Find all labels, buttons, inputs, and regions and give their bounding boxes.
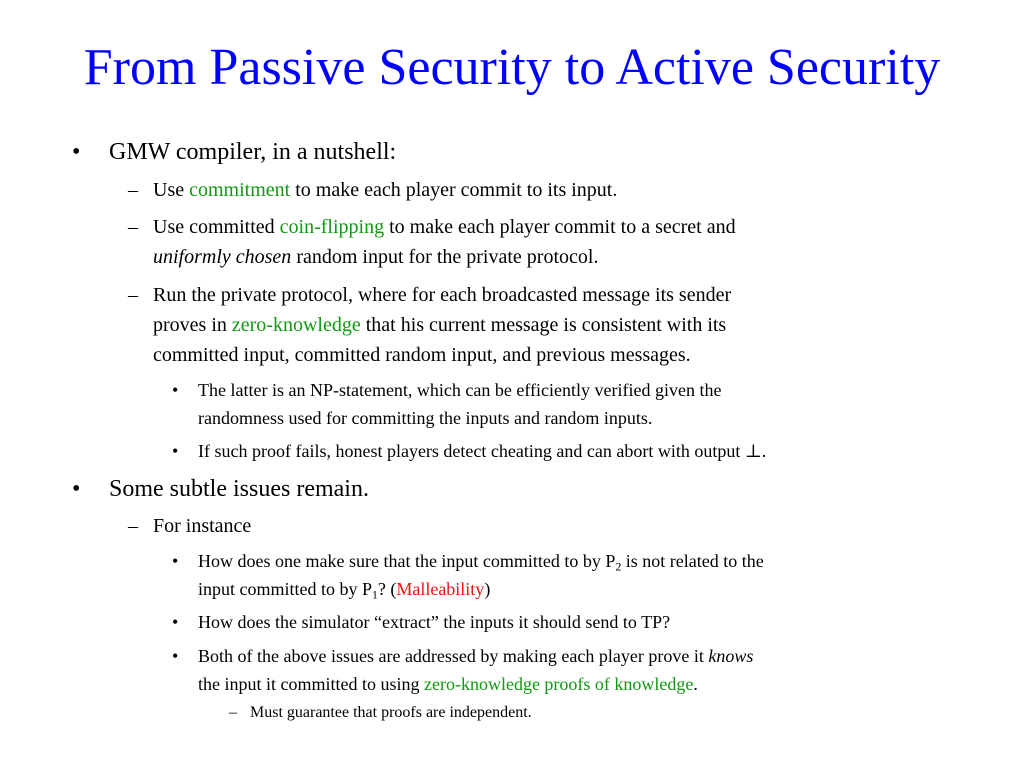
bottom-symbol: ⊥ — [744, 441, 762, 461]
sub-sub-bullet-proof-fails: If such proof fails, honest players detect cheating and can abort with output ⊥. — [198, 441, 767, 461]
bullet-marker: • — [172, 646, 179, 666]
sub-bullet-commitment: Use commitment to make each player commit to its input. — [153, 179, 618, 201]
sub-sub-bullet-both-issues-line2: the input it committed to using zero-knowledge proofs of knowledge. — [198, 674, 698, 694]
sub-sub-bullet-np-statement-line2: randomness used for committing the inputs and random inputs. — [198, 408, 653, 428]
sub-bullet-coin-flipping-line2: uniformly chosen random input for the private protocol. — [153, 246, 599, 268]
term-malleability: Malleability — [396, 579, 485, 599]
sub-bullet-for-instance: For instance — [153, 515, 252, 537]
term-commitment: commitment — [189, 179, 291, 201]
dash-marker: – — [128, 179, 138, 201]
sub-bullet-run-protocol: Run the private protocol, where for each broadcasted message its sender — [153, 284, 732, 306]
sub-sub-bullet-simulator: How does the simulator “extract” the inputs it should send to TP? — [198, 612, 671, 632]
bullet-subtle-issues: Some subtle issues remain. — [109, 476, 369, 502]
bullet-gmw-compiler: GMW compiler, in a nutshell: — [109, 139, 397, 165]
sub-bullet-run-protocol-line3: committed input, committed random input, and previous messages. — [153, 344, 691, 366]
slide-title: From Passive Security to Active Security — [83, 39, 941, 96]
dash-marker: – — [229, 704, 237, 721]
bullet-marker: • — [172, 380, 179, 400]
term-coin-flipping: coin-flipping — [279, 216, 385, 238]
sub-bullet-run-protocol-line2: proves in zero-knowledge that his current message is consistent with its — [153, 314, 727, 336]
sub-sub-bullet-malleability-line2: input committed to by $P_1$? (Malleability) — [198, 579, 491, 602]
dash-marker: – — [128, 284, 138, 306]
term-zk-proofs-of-knowledge: zero-knowledge proofs of knowledge — [423, 674, 694, 694]
sub-sub-bullet-both-issues: Both of the above issues are addressed by making each player prove it knows — [198, 646, 754, 666]
bullet-marker: • — [172, 441, 179, 461]
bullet-marker: • — [72, 139, 81, 165]
bullet-marker: • — [72, 476, 81, 502]
bullet-marker: • — [172, 551, 179, 571]
sub-sub-sub-bullet-independent: Must guarantee that proofs are independent. — [250, 704, 532, 721]
sub-sub-bullet-malleability: How does one make sure that the input committed to by $P_2$ is not related to the — [198, 551, 764, 574]
sub-bullet-coin-flipping: Use committed coin-flipping to make each player commit to a secret and — [153, 216, 736, 238]
dash-marker: – — [128, 515, 138, 537]
bullet-marker: • — [172, 612, 179, 632]
dash-marker: – — [128, 216, 138, 238]
sub-sub-bullet-np-statement: The latter is an NP-statement, which can be efficiently verified given the — [198, 380, 722, 400]
term-zero-knowledge: zero-knowledge — [231, 314, 361, 336]
